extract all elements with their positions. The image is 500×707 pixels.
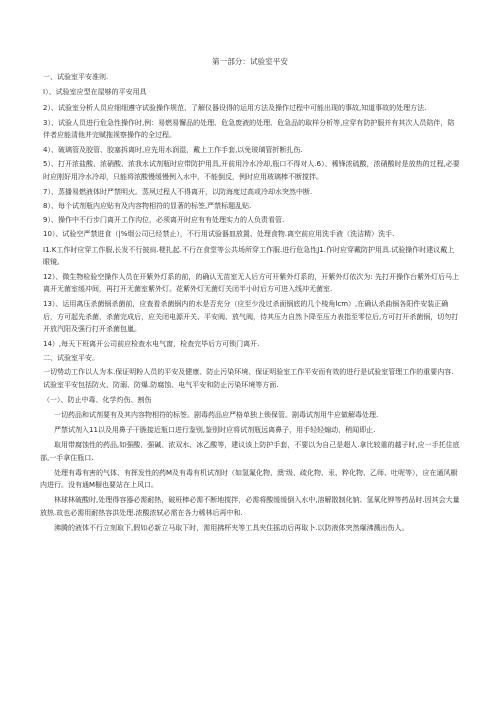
rule-1: I）、试验室应型在屋够的平安用具 — [43, 88, 147, 97]
rule-9: 9）、操作中不行步门离开工作沟位，必须离开时应有有处理实力的人负责看管. — [43, 216, 285, 225]
safety-paragraph-6: 沸腾的液体不行立刻取下,假如必新立马取下时，需用拂杯夹等工具夹住摇动后再取卜.以防液体突然爆沸溅出伤人。 — [54, 523, 409, 532]
rule-14: 14）,每天下班离开公司前应检查水电气窗，检查完毕后方可锁门离开. — [43, 340, 260, 349]
rule-7: 7）、蒸播易燃液体时严禁明火。蒸夙过程人不得离开，以防海度过高或冷却水突然中断. — [43, 187, 313, 196]
rule-11: I1.K工作时应穿工作服,长发不行披肩.梗扎起.不行在食堂等公共场所穿工作服.进行危急性J1.作时应穿戴防护用具.试验操作时建议戴上眼镜, — [43, 245, 455, 266]
subsection-heading-1: （一）、防止中毒、化学灼伤、割伤 — [43, 395, 152, 404]
rule-12: 12）、微生物检验空操作人员在开紫外灯系的前，的确认无苗室无人后方可开紫外灯系的，开紫外灯依次为: 先打开操作台紫外灯后马上离开无菌室缓冲间，再打开无菌室紫外灯。花紫外灯无菌灯关闭半小时后方可进入线冲无菌室. — [43, 273, 459, 294]
rule-8: 8）、每个试剂瓶内应贴有及内容物相符的显著的标签,严禁标题乱贴. — [43, 202, 252, 211]
safety-paragraph-2: 严禁试剂入11以及用鼻子干脆接近瓶口进行鉴别,鉴别时应将试剂瓶远离鼻子，用手轻轻煽动，稍闻即止. — [54, 426, 376, 435]
safety-paragraph-4: 处理有毒有害的气体、有挥发性的药M及有毒有机试剂时（如氢氟化物、澳'级、疏化物、汞、粹化物、乙师、吐呢等），应在通风橱内进行。没有通M橱也要站在上风口。 — [40, 468, 458, 490]
rule-3: 3）、试验人员进行危急性操作时,例：易燃易懈品的处理、危急废液的处理、危急品的取样分析等,应穿有防护服并有其次人员陪伴，陪伴者应能清他并完赋拖视察操作的全过程。 — [43, 118, 455, 140]
safety-paragraph-1: 一切药品和试剂要有及其内容物相符的标签。剧毒药品应严格单独上锁保管。剧毒试剂用牛应做解毒处理. — [54, 411, 379, 420]
page-title: 第一部分：试验室平安 — [212, 57, 288, 66]
section-heading-1: 一、试验室平安准则. — [43, 73, 109, 82]
safety-paragraph-5: 林球林破酸时,处理得容器必需耐热，破班棒必需不断地搅拌，必需将酸缓缓倒入水中,溶解散制化钠、氢氧化钾等药品时.因其会大量放热.故也必需用耐热容洪处理.浓酸浓轼必需在各力稀林后再中和. — [40, 496, 460, 517]
rule-13: 13）、运用离压杀菌锅杀菌前，应查看杀菌锅内的水是否充分（应至少没过杀面锅底的几个棱角lcm）,在确认杀曲锅各阳件安装正确后，方可起先杀菌，杀菌完成后，应关闭电源开关、平安阀、放气阀，待其压力自然卜降至压力表指至零位后,方可打开杀菌锅，切勿打开放汽阳及强行打开杀菌包嵐。 — [43, 300, 459, 333]
rule-5-6: 5）、打开浓盐酸、浓硝酸、浓我水试剂瓶时应带防护用具,开前用冷水冷却,瓶口不得对人.6）、稀锋浓硫酸，浓硝酸时是放热的过程,必要时应刚好用冷水冷却，只能将浓酸慢缓慢例入水中，不能倒反，例时应用玻璃棒不断搅拌。 — [43, 160, 460, 181]
rule-10: 10）、试验空严禁进食（|%烟公司已经禁止），不行用试验器皿放置、处理食物.离空前应用洗手液（洗洁精）洗手. — [43, 230, 395, 239]
safety-paragraph-3: 取用带腐蚀性的药品,如强酸、强碱、浓双水、冰乙酸等，建议该上防护手套，不要以为自己是超人.拿比较重的越子时,应一手托住底部,一手拿住瓶口. — [40, 441, 460, 462]
section-2-intro: 一切势动工作以人为本.保证明粉人员的平安及健康、防止污染环境、保证明验室工作平安而有效的进行是试验室管理工作的重要内容.试验室平安包括防火、防溺、防爆.防腐蚀、电气平安和防止污染环境等方面. — [43, 368, 454, 389]
rule-2: 2）、试验室分析人员应细细遵守试验操作规范、了解仪器设得的运用方法及操作过程中可能出现的事故,知道事故的处理方法. — [43, 103, 427, 112]
section-heading-2: 二、试验室平安。 — [43, 354, 99, 363]
rule-4: 4）、破璃管及胶管、胶塞拆离时,应先用水润湿，戴上工作手套,以免玻璃管折断扎伤. — [43, 146, 303, 155]
